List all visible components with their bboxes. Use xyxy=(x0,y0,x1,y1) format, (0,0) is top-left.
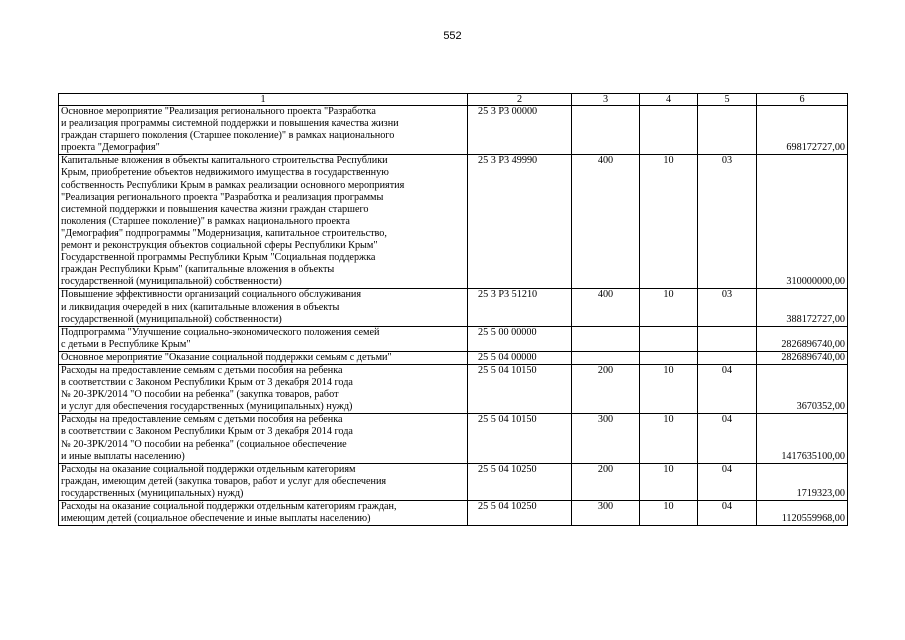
row-amount-cell: 698172727,00 xyxy=(757,106,848,155)
row-expense-type-cell: 400 xyxy=(572,289,640,326)
row-expense-type-cell: 400 xyxy=(572,155,640,289)
row-name-cell: Расходы на предоставление семьям с детьми пособия на ребенка в соответствии с Законом Республики Крым от 3 декабря 2014 года № 20-ЗРК/2014 "О пособии на ребенка" (социальное обеспечение и иные выплаты населению) xyxy=(59,414,468,463)
row-expense-type-cell: 200 xyxy=(572,463,640,500)
row-expense-type-cell: 300 xyxy=(572,414,640,463)
row-code-cell: 25 3 Р3 00000 xyxy=(468,106,572,155)
row-code-cell: 25 3 Р3 51210 xyxy=(468,289,572,326)
row-section-cell: 10 xyxy=(640,155,698,289)
header-cell: 2 xyxy=(468,94,572,106)
row-expense-type-cell: 300 xyxy=(572,501,640,526)
row-code-cell: 25 3 Р3 49990 xyxy=(468,155,572,289)
header-cell: 6 xyxy=(757,94,848,106)
row-name-cell: Расходы на оказание социальной поддержки отдельным категориям граждан, имеющим детей (закупка товаров, работ и услуг для обеспечения государственных (муниципальных) нужд) xyxy=(59,463,468,500)
header-cell: 3 xyxy=(572,94,640,106)
table-row xyxy=(59,155,848,289)
row-code-cell: 25 5 04 00000 xyxy=(468,351,572,364)
row-expense-type-cell xyxy=(572,106,640,155)
row-section-cell xyxy=(640,106,698,155)
row-name-cell: Основное мероприятие "Реализация регионального проекта "Разработка и реализация программы системной поддержки и повышения качества жизни граждан старшего поколения (Старшее поколение)" в рамках национального проекта "Демография" xyxy=(59,106,468,155)
row-code-cell: 25 5 04 10250 xyxy=(468,501,572,526)
row-amount-cell: 310000000,00 xyxy=(757,155,848,289)
row-subsection-cell: 03 xyxy=(698,289,757,326)
row-amount-cell: 1719323,00 xyxy=(757,463,848,500)
header-cell: 4 xyxy=(640,94,698,106)
row-subsection-cell: 04 xyxy=(698,364,757,413)
table-row xyxy=(59,501,848,526)
row-section-cell: 10 xyxy=(640,463,698,500)
row-subsection-cell xyxy=(698,326,757,351)
header-cell: 1 xyxy=(59,94,468,106)
row-name-cell: Повышение эффективности организаций социального обслуживания и ликвидация очередей в них (капитальные вложения в объекты государственной (муниципальной) собственности) xyxy=(59,289,468,326)
table-row xyxy=(59,326,848,351)
row-subsection-cell: 04 xyxy=(698,501,757,526)
row-subsection-cell: 04 xyxy=(698,414,757,463)
row-expense-type-cell: 200 xyxy=(572,364,640,413)
row-subsection-cell: 04 xyxy=(698,463,757,500)
row-expense-type-cell xyxy=(572,351,640,364)
row-subsection-cell: 03 xyxy=(698,155,757,289)
row-amount-cell: 1120559968,00 xyxy=(757,501,848,526)
row-section-cell: 10 xyxy=(640,501,698,526)
table-row xyxy=(59,414,848,463)
row-subsection-cell xyxy=(698,351,757,364)
page-number: 552 xyxy=(443,30,462,42)
table-row xyxy=(59,351,848,364)
row-amount-cell: 2826896740,00 xyxy=(757,351,848,364)
row-amount-cell: 388172727,00 xyxy=(757,289,848,326)
table-row xyxy=(59,106,848,155)
row-amount-cell: 3670352,00 xyxy=(757,364,848,413)
row-section-cell xyxy=(640,326,698,351)
table-row xyxy=(59,364,848,413)
table-row xyxy=(59,289,848,326)
row-code-cell: 25 5 04 10150 xyxy=(468,414,572,463)
row-code-cell: 25 5 04 10250 xyxy=(468,463,572,500)
row-name-cell: Расходы на оказание социальной поддержки отдельным категориям граждан, имеющим детей (социальное обеспечение и иные выплаты населению) xyxy=(59,501,468,526)
row-section-cell: 10 xyxy=(640,289,698,326)
row-section-cell xyxy=(640,351,698,364)
row-name-cell: Капитальные вложения в объекты капитального строительства Республики Крым, приобретение объектов недвижимого имущества в государственную собственность Республики Крым в рамках реализации основного мероприятия "Реализация регионального проекта "Разработка и реализация программы системной поддержки и повышения качества жизни граждан старшего поколения (Старшее поколение)" в рамках национального проекта "Демография" подпрограммы "Модернизация, капитальное строительство, ремонт и реконструкция объектов социальной сферы Республики Крым" Государственной программы Республики Крым "Социальная поддержка граждан Республики Крым" (капитальные вложения в объекты государственной (муниципальной) собственности) xyxy=(59,155,468,289)
row-section-cell: 10 xyxy=(640,414,698,463)
row-amount-cell: 2826896740,00 xyxy=(757,326,848,351)
table-row xyxy=(59,463,848,500)
table-header-row xyxy=(59,94,848,106)
row-section-cell: 10 xyxy=(640,364,698,413)
row-name-cell: Основное мероприятие "Оказание социальной поддержки семьям с детьми" xyxy=(59,351,468,364)
header-cell: 5 xyxy=(698,94,757,106)
budget-table xyxy=(58,93,848,526)
row-name-cell: Подпрограмма "Улучшение социально-экономического положения семей с детьми в Республике Крым" xyxy=(59,326,468,351)
row-subsection-cell xyxy=(698,106,757,155)
row-code-cell: 25 5 00 00000 xyxy=(468,326,572,351)
row-code-cell: 25 5 04 10150 xyxy=(468,364,572,413)
row-name-cell: Расходы на предоставление семьям с детьми пособия на ребенка в соответствии с Законом Республики Крым от 3 декабря 2014 года № 20-ЗРК/2014 "О пособии на ребенка" (закупка товаров, работ и услуг для обеспечения государственных (муниципальных) нужд) xyxy=(59,364,468,413)
row-expense-type-cell xyxy=(572,326,640,351)
row-amount-cell: 1417635100,00 xyxy=(757,414,848,463)
